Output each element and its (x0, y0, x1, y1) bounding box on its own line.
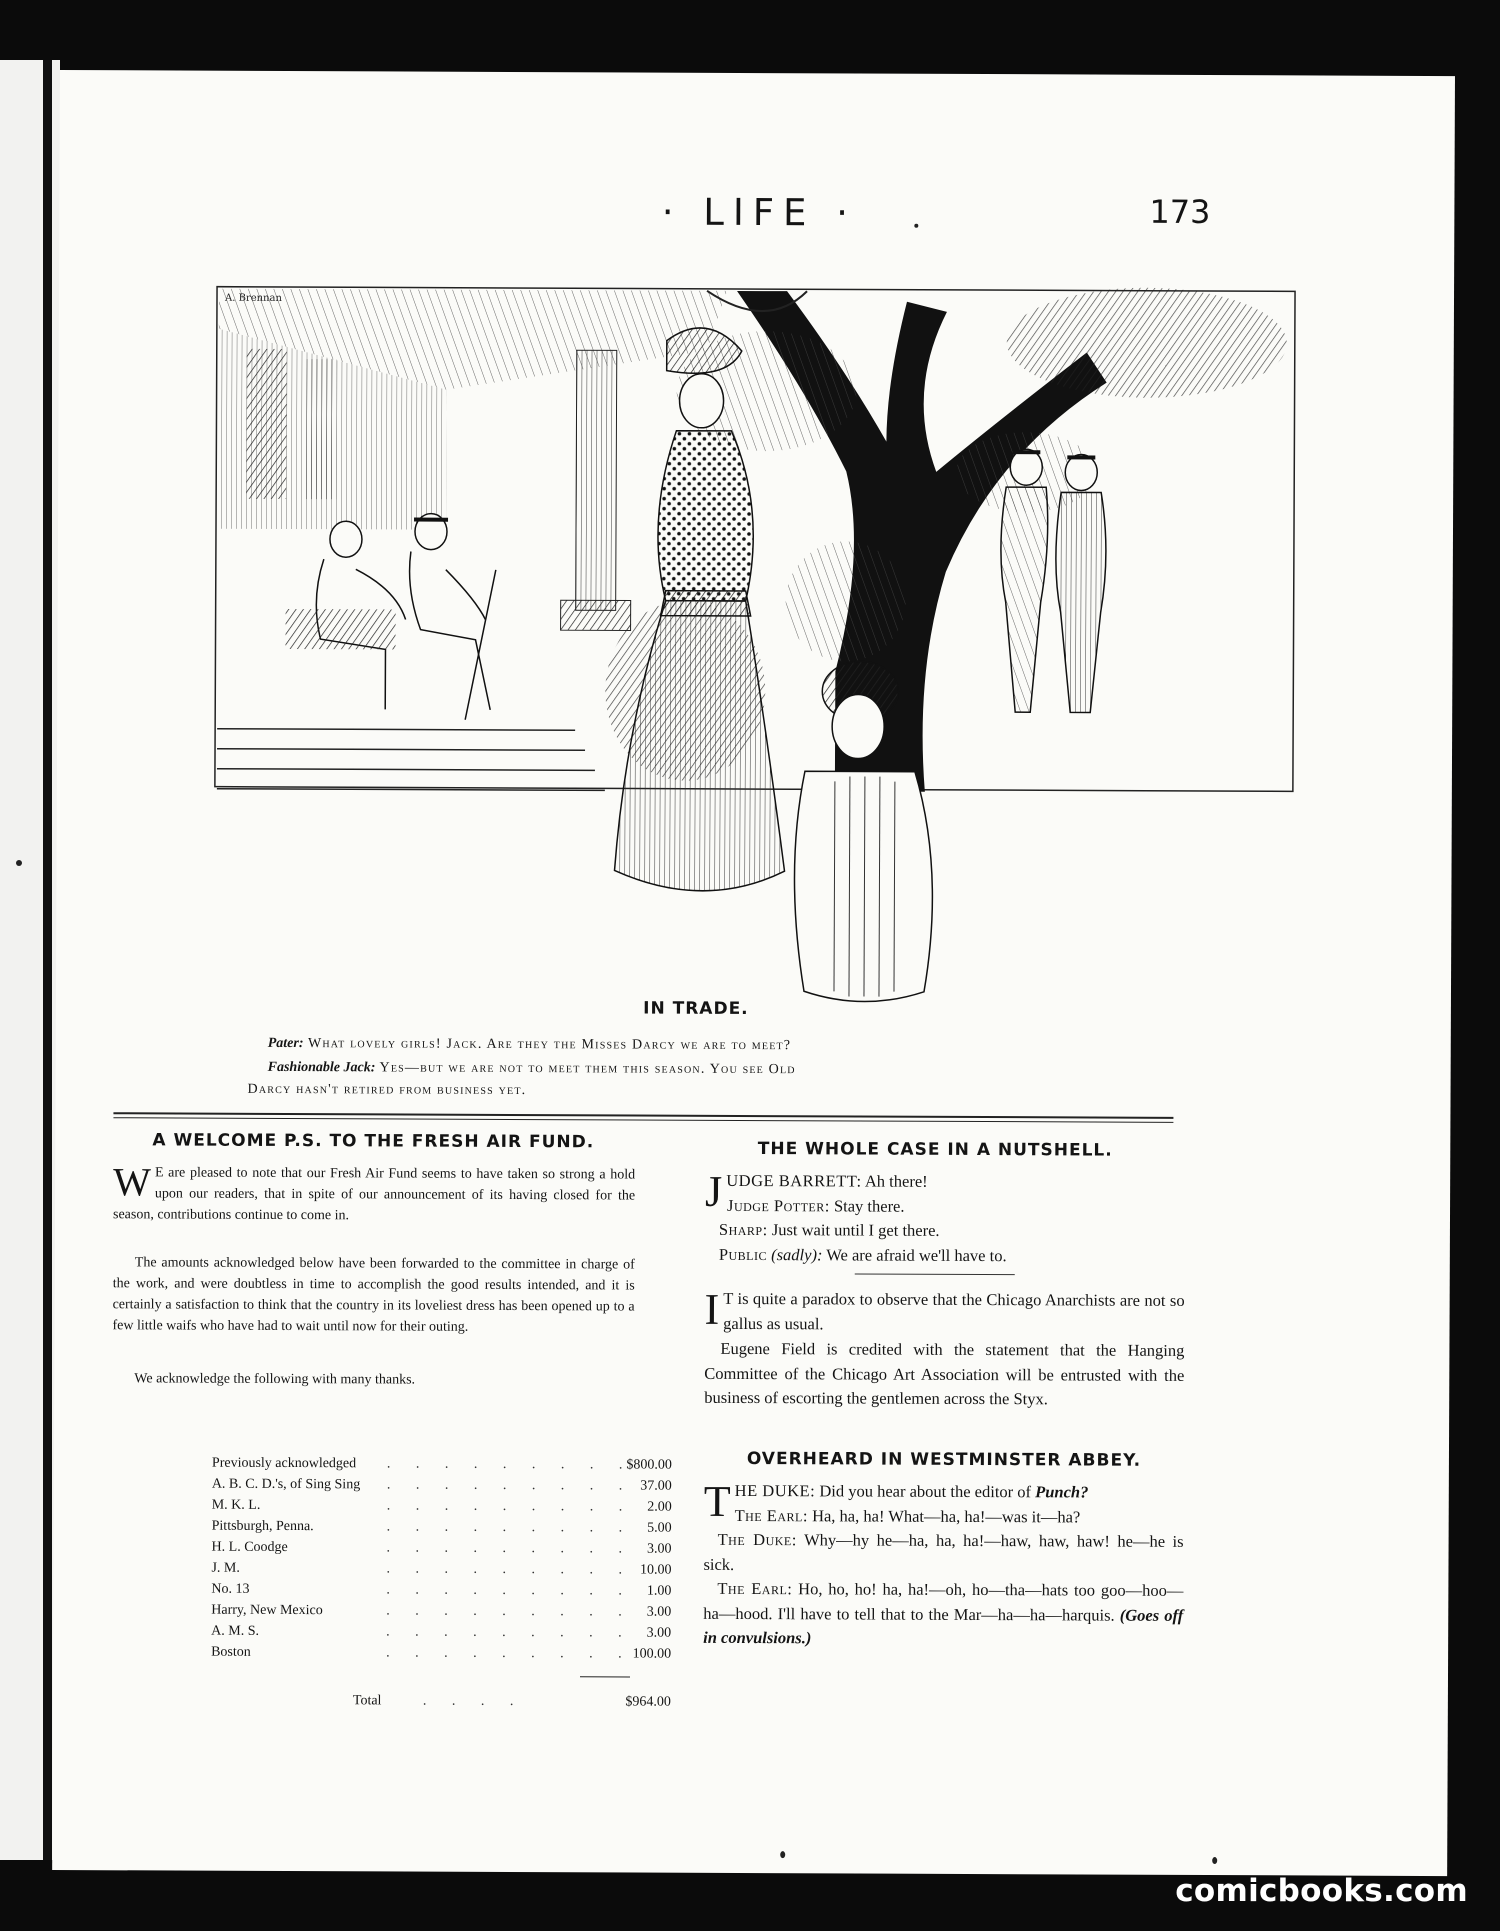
binding-shadow (43, 60, 52, 1860)
abbey-line-3: Why—hy he—ha, ha, ha!—haw, haw, haw! he—he is sick. (703, 1530, 1184, 1574)
anarchists-drop-cap: I (704, 1284, 720, 1334)
speaker-the-duke: HE DUKE: (734, 1480, 816, 1501)
total-label: Total (352, 1693, 382, 1709)
ack-name: J. M. (211, 1560, 240, 1576)
total-rule (580, 1676, 630, 1677)
ack-table (211, 1456, 672, 1668)
ack-name: H. L. Coodge (211, 1539, 288, 1556)
caption-line-1-text: What lovely girls! Jack. Are they the Misses Darcy we are to meet? (307, 1036, 792, 1054)
speaker-the-earl-2: The Earl: (717, 1578, 793, 1599)
caption-speaker-pater: Pater: (267, 1035, 304, 1052)
caption-title: IN TRADE. (643, 998, 749, 1020)
fresh-air-heading: A WELCOME P.S. TO THE FRESH AIR FUND. (152, 1130, 595, 1153)
table-row: A. M. S. . . . . . . . . . 3.00 (211, 1623, 672, 1641)
nutshell-line-2: Stay there. (833, 1195, 905, 1216)
masthead-title: · LIFE · (661, 190, 858, 235)
table-row: Previously acknowledged . . . . . . . . . $800.00 (211, 1455, 672, 1473)
ack-name: M. K. L. (211, 1497, 261, 1513)
left-page-edge (0, 60, 60, 1860)
caption-speaker-jack: Fashionable Jack: (267, 1059, 376, 1076)
fresh-air-para1-text: E are pleased to note that our Fresh Air Fund seems to have taken so strong a hold upon our readers, that in spite of our announcement of its having closed for the season, contributions continue to come in. (112, 1165, 636, 1224)
abbey-line-1: Did you hear about the editor of (819, 1481, 1032, 1502)
total-row: Total . . . . $964.00 (352, 1693, 671, 1710)
ack-name: Harry, New Mexico (211, 1602, 323, 1619)
abbey-line-2: Ha, ha, ha! What—ha, ha!—was it—ha? (812, 1505, 1081, 1526)
caption-line-3: Darcy hasn't retired from business yet. (247, 1081, 527, 1099)
fresh-air-paragraph-1 (112, 1159, 636, 1227)
table-row: Harry, New Mexico . . . . . . . . . 3.00 (211, 1602, 672, 1620)
speaker-the-earl: The Earl: (734, 1505, 809, 1525)
nutshell-heading: THE WHOLE CASE IN A NUTSHELL. (757, 1139, 1113, 1161)
ack-amount: 3.00 (646, 1625, 672, 1641)
nutshell-dialogue (705, 1166, 1175, 1269)
nutshell-line-3: Just wait until I get there. (771, 1220, 940, 1240)
table-row: No. 13 . . . . . . . . . 1.00 (211, 1581, 672, 1599)
anarchists-para1: T is quite a paradox to observe that the Chicago Anarchists are not so gallus as usual. (723, 1288, 1185, 1333)
ack-total (353, 1693, 671, 1715)
ack-amount: 1.00 (646, 1583, 672, 1599)
ack-amount: 3.00 (646, 1604, 672, 1620)
nutshell-drop-cap: J (705, 1166, 723, 1216)
short-divider-1 (855, 1273, 1015, 1275)
table-row: A. B. C. D.'s, of Sing Sing . . . . . . . . . 37.00 (211, 1476, 672, 1494)
caption-line-2-text: Yes—but we are not to meet them this season. You see Old (379, 1060, 796, 1078)
fresh-air-paragraph-2: The amounts acknowledged below have been forwarded to the committee in charge of the work, and were doubtless in time to accomplish the good results intended, and it is certainly a satisfaction to think that the country in its loveliest dress has been opened up to a few little waifs who have had to wait until now for their outing. (112, 1255, 635, 1335)
ack-name: Boston (211, 1644, 251, 1660)
ink-speck (1212, 1857, 1217, 1864)
ack-name: Previously acknowledged (211, 1455, 357, 1472)
ink-speck (914, 224, 918, 228)
engraving-illustration (144, 268, 1307, 1033)
caption-line-2 (268, 1060, 796, 1078)
table-row: J. M. . . . . . . . . . 10.00 (211, 1560, 672, 1578)
anarchists-paragraph (704, 1284, 1185, 1338)
abbey-dialogue (703, 1476, 1184, 1653)
stage-direction: (Goes off in convulsions.) (703, 1605, 1184, 1648)
abbey-drop-cap: T (703, 1476, 731, 1526)
ack-amount: 10.00 (639, 1562, 672, 1578)
nutshell-line-4: We are afraid we'll have to. (826, 1244, 1007, 1265)
table-row: Boston . . . . . . . . . 100.00 (211, 1644, 672, 1662)
watermark: comicbooks.com (1175, 1873, 1468, 1909)
table-row: M. K. L. . . . . . . . . . 2.00 (211, 1497, 672, 1515)
ack-amount: 3.00 (647, 1541, 672, 1557)
abbey-heading: OVERHEARD IN WESTMINSTER ABBEY. (746, 1449, 1142, 1471)
ack-name: Pittsburgh, Penna. (211, 1518, 314, 1535)
fresh-air-drop-cap: W (113, 1159, 152, 1205)
public-aside: (sadly): (771, 1244, 823, 1264)
ack-amount: $800.00 (626, 1457, 672, 1473)
magazine-page (52, 70, 1455, 1876)
ack-amount: 5.00 (647, 1520, 672, 1536)
nutshell-line-1: Ah there! (864, 1171, 928, 1191)
illustration-in-trade (144, 268, 1307, 1033)
page-speck (16, 860, 22, 866)
ack-name: A. B. C. D.'s, of Sing Sing (211, 1476, 361, 1493)
total-amount: $964.00 (625, 1694, 671, 1710)
ack-name: A. M. S. (211, 1623, 260, 1639)
ack-amount: 2.00 (647, 1499, 672, 1515)
ack-amount: 37.00 (640, 1478, 672, 1494)
ink-speck (780, 1851, 785, 1858)
page-number: 173 (1149, 192, 1211, 232)
table-row: Pittsburgh, Penna. . . . . . . . . . 5.00 (211, 1518, 672, 1536)
table-row: H. L. Coodge . . . . . . . . . 3.00 (211, 1539, 672, 1557)
speaker-sharp: Sharp: (718, 1219, 768, 1240)
speaker-public: Public (718, 1244, 768, 1264)
artist-signature: A. Brennan (224, 292, 282, 304)
ack-amount: 100.00 (632, 1646, 672, 1662)
punch-title: Punch? (1035, 1482, 1089, 1502)
speaker-judge-barrett: UDGE BARRETT: (726, 1170, 862, 1191)
eugene-field-paragraph: Eugene Field is credited with the statement that the Hanging Committee of the Chicago Art Association will be entrusted with the business of escorting the gentlemen across the Styx. (704, 1338, 1185, 1409)
speaker-judge-potter: Judge Potter: (727, 1195, 830, 1215)
ack-intro: We acknowledge the following with many thanks. (134, 1371, 416, 1388)
speaker-the-duke-2: The Duke: (717, 1529, 797, 1550)
ack-name: No. 13 (211, 1581, 250, 1597)
abbey-line-4: Ho, ho, ho! ha, ha!—oh, ho—tha—hats too goo—hoo—ha—hood. I'll have to tell that to the Mar—ha—ha—harquis. (703, 1579, 1184, 1625)
caption-line-1 (268, 1036, 792, 1054)
